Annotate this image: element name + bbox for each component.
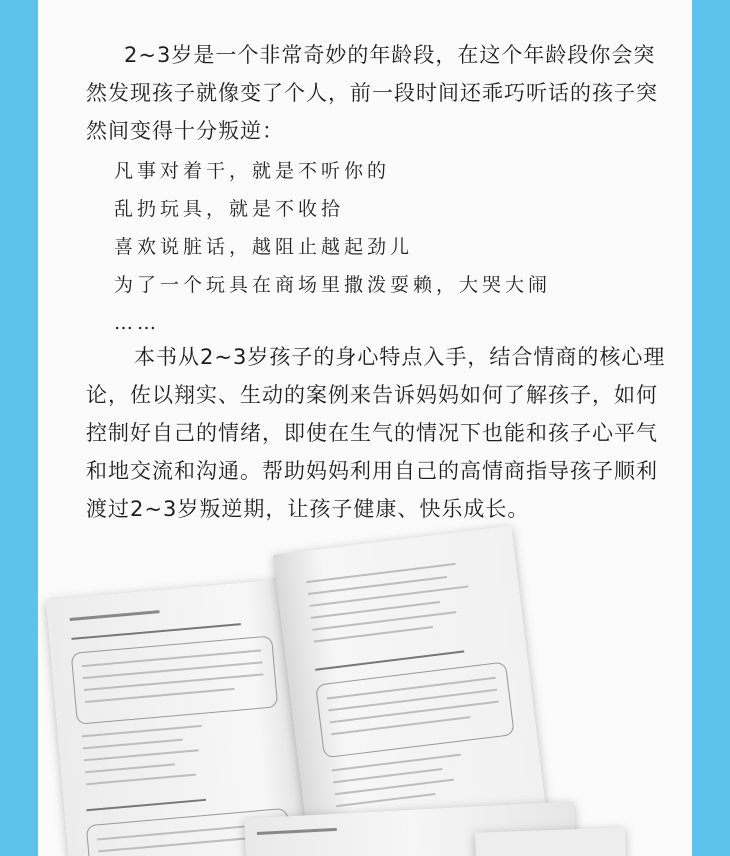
summary-paragraph: 本书从2~3岁孩子的身心特点入手，结合情商的核心理论，佐以翔实、生动的案例来告诉妈妈如何了解孩子，如何控制好自己的情绪，即使在生气的情况下也能和孩子心平气和地交流和沟通。帮助妈妈利用自己的高情商指导孩子顺利渡过2~3岁叛逆期，让孩子健康、快乐成长。 — [86, 345, 666, 521]
content-card — [38, 0, 692, 856]
quote-item: 喜欢说脏话，越阻止越起劲儿 — [114, 236, 414, 258]
book-page-right-image — [273, 526, 547, 843]
intro-paragraph: 2~3岁是一个非常奇妙的年龄段，在这个年龄段你会突然发现孩子就像变了个人，前一段时间还乖巧听话的孩子突然间变得十分叛逆： — [86, 43, 658, 143]
quote-item: …… — [114, 312, 160, 334]
book-page-left-image — [46, 578, 321, 856]
quote-list — [114, 152, 551, 342]
quote-item: 凡事对着干，就是不听你的 — [114, 160, 391, 182]
book-page-bottom-right-image — [475, 827, 627, 856]
quote-item: 乱扔玩具，就是不收拾 — [114, 198, 345, 220]
quote-item: 为了一个玩具在商场里撒泼耍赖，大哭大闹 — [114, 274, 552, 296]
